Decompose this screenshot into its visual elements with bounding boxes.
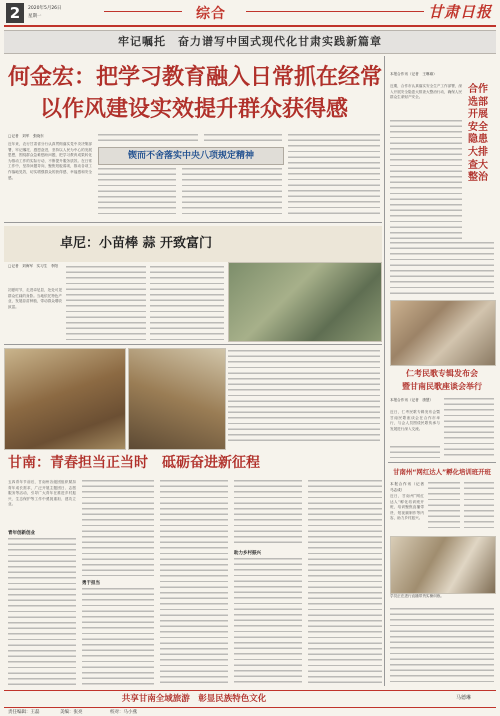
issue-weekday: 星期一 xyxy=(28,14,42,19)
story-col1 xyxy=(8,538,76,686)
lead-text-col3b xyxy=(182,168,282,218)
page-number: 2 xyxy=(6,3,24,23)
art-title-line1: 仁考民歌专辑发布会 xyxy=(406,369,478,378)
side-byline: 本报合作讯（记者 王琳瑜） xyxy=(390,72,437,76)
footer-slogan: 共享甘南全域旅游 彰显民族特色文化 xyxy=(121,694,267,704)
sub-banner xyxy=(98,147,284,165)
lead-text-col2b xyxy=(98,168,176,218)
story-title: 甘南：青春担当正当时 砥砺奋进新征程 xyxy=(8,455,260,471)
footer-proofreader: 校对：马小燕 xyxy=(110,710,137,715)
art-col2 xyxy=(444,398,494,458)
story-heading-3: 助力乡村振兴 xyxy=(234,551,261,556)
side-col1 xyxy=(390,120,462,240)
story-heading-1: 青年创新创业 xyxy=(8,531,35,536)
training-title: 甘南州“网红达人”孵化培训班开班 xyxy=(393,468,491,476)
art-byline: 本报合作讯（记者 康慧） xyxy=(390,398,434,402)
feature-text-col2 xyxy=(66,266,146,340)
story-text-top xyxy=(228,350,380,444)
lead-text-col4 xyxy=(288,134,380,218)
art-body: 近日，仁考民歌专辑发布会暨甘南民歌座谈会在合作市举行，与会人员围绕民歌传承与发展进行深入交流。 xyxy=(390,410,440,431)
lead-body: 近年来，农行甘肃省分行认真贯彻落实党中央决策部署，牢记嘱托、感恩奋进，坚持以人民为中心的发展思想，围绕群众急难愁盼问题，把学习教育成果转化为推动工作的实际行动，不断提升服务质效。在日常工作中，坚持问题导向，聚焦短板弱项，推动各项工作落地见效，切实增强群众的获得感、幸福感和安全感。 xyxy=(8,142,92,180)
lead-text-col2 xyxy=(98,134,198,144)
banner-text: 牢记嘱托 奋力谱写中国式现代化甘肃实践新篇章 xyxy=(118,35,382,48)
art-col1 xyxy=(390,446,440,458)
field-photo xyxy=(228,262,382,342)
story-col5 xyxy=(308,480,382,686)
section-name: 综合 xyxy=(196,6,226,22)
story-photo-1 xyxy=(4,348,126,450)
footer-rule-top xyxy=(4,690,496,691)
issue-date: 2020年5月26日 xyxy=(28,6,62,11)
story-col3 xyxy=(160,480,228,686)
story-body: 五四青年节前后，甘南州各级团组织紧扣青年成长需求，广泛开展主题团日、志愿服务等活动，引导广大青年在推进乡村振兴、生态保护等工作中勇挑重担、建功立业。 xyxy=(8,480,76,507)
training-caption: 学员正在进行直播带货实操训练。 xyxy=(390,594,444,598)
feature-body: 初夏时节，走进卓尼县，处处可见群众忙碌的身影。当地依托特色产业，发展蒜苗种植，带动群众增收致富。 xyxy=(8,288,62,309)
training-body: 近日，甘南州“网红达人”孵化培训班开班，培训聚焦直播带货、短视频制作等内容，助力乡村振兴。 xyxy=(390,494,424,521)
header-rule xyxy=(4,25,496,27)
training-col-bottom xyxy=(390,608,494,686)
feature-byline: □记者 刘海军 实习生 李阳 xyxy=(8,264,59,268)
footer-signature: 马德琳 xyxy=(456,695,472,701)
story-heading-2: 勇于担当 xyxy=(82,581,100,586)
art-title-line2: 暨甘南民歌座谈会举行 xyxy=(402,382,482,391)
story-col4 xyxy=(234,480,302,546)
training-col2 xyxy=(428,482,460,532)
lead-title-line1: 何金宏：把学习教育融入日常抓在经常 xyxy=(8,65,383,90)
feature-text-col3 xyxy=(150,266,224,340)
banner xyxy=(4,30,496,54)
story-photo-2 xyxy=(128,348,226,450)
training-photo xyxy=(390,536,496,594)
side-body: 近期，合作市认真落实安全生产工作部署，深入开展安全隐患大排查大整治行动，确保人民群众生命财产安全。 xyxy=(390,84,462,100)
lead-title-line2: 以作风建设实效提升群众获得感 xyxy=(39,97,348,122)
story-col4b xyxy=(234,558,302,686)
side-vertical-title: 合作选部开展安全隐患大排查大整治 xyxy=(468,84,488,184)
feature-banner xyxy=(4,226,382,262)
header-rule-left xyxy=(104,11,182,12)
sub-banner-text: 锲而不舍落实中央八项规定精神 xyxy=(127,151,254,161)
side-col1b xyxy=(390,242,494,298)
footer-rule-bottom xyxy=(4,707,496,708)
training-byline: 本报合作讯（记者 马志成） xyxy=(390,482,428,492)
footer-editor: 责任编辑：王磊 xyxy=(8,710,40,715)
divider xyxy=(4,344,382,345)
story-col2b xyxy=(82,588,154,686)
concert-photo xyxy=(390,300,496,366)
story-col2 xyxy=(82,480,154,576)
lead-text-col3 xyxy=(204,134,282,144)
divider xyxy=(4,222,382,223)
footer-designer: 美编：张亮 xyxy=(60,710,83,715)
header-rule-right xyxy=(246,11,424,12)
column-divider xyxy=(384,56,385,686)
lead-byline: □记者 刘军 张晓东 xyxy=(8,134,44,138)
divider xyxy=(388,462,496,463)
masthead-logo: 甘肃日报 xyxy=(428,3,493,21)
feature-title: 卓尼：小苗棒 蒜 开致富门 xyxy=(60,236,213,251)
training-col3 xyxy=(464,482,494,532)
